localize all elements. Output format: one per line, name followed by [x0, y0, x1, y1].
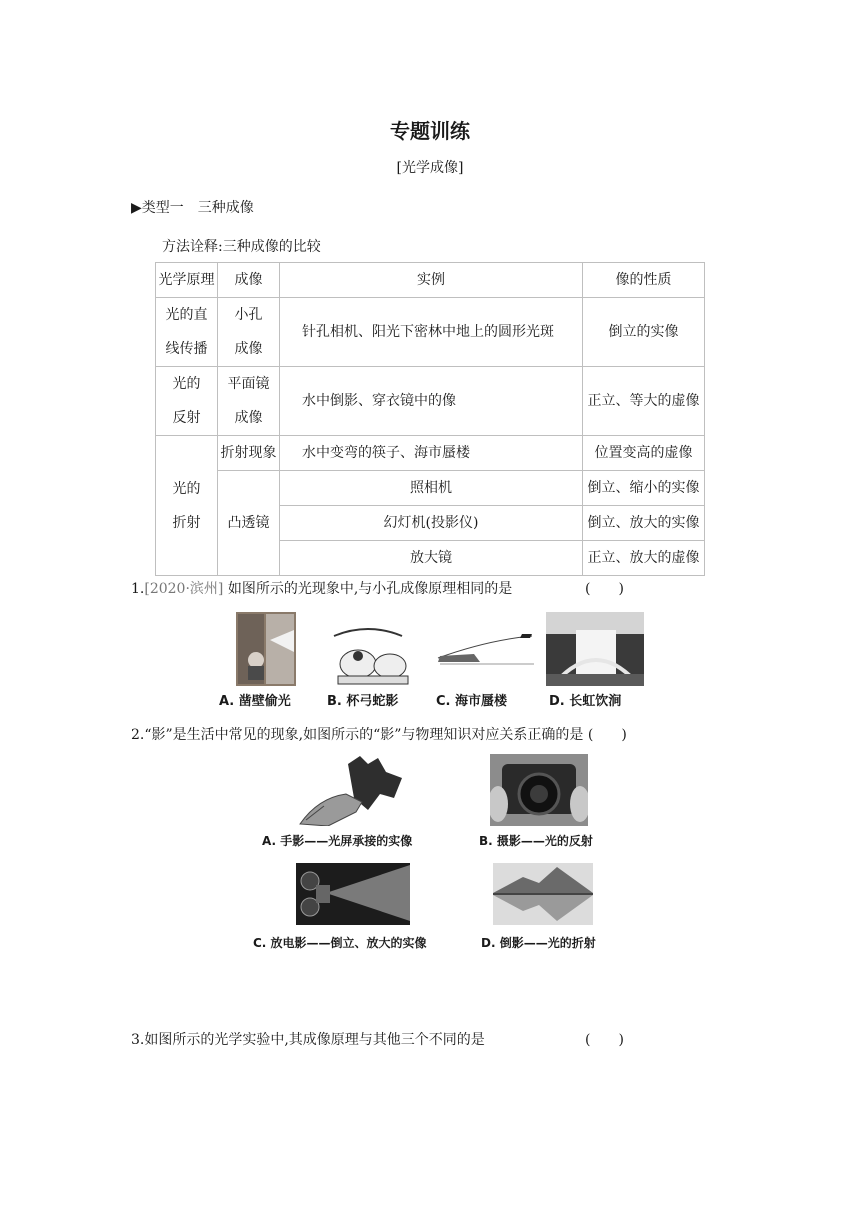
question-2 [131, 724, 627, 744]
option-b-caption: B. 杯弓蛇影 [327, 694, 399, 709]
question-text: 如图所示的光现象中,与小孔成像原理相同的是 [227, 581, 513, 597]
imaging-cell: 平面镜 成像 [218, 367, 280, 436]
example-cell: 照相机 [280, 471, 583, 506]
question-source: [2020·滨州] [144, 581, 224, 597]
option-a-caption: A. 凿壁偷光 [219, 694, 291, 709]
table-row [156, 298, 705, 367]
option-a-caption: A. 手影——光屏承接的实像 [262, 834, 413, 848]
nature-cell: 倒立的实像 [583, 298, 705, 367]
question-1 [131, 578, 512, 598]
principle-cell: 光的 反射 [156, 367, 218, 436]
comparison-table [155, 262, 705, 576]
imaging-cell: 小孔 成像 [218, 298, 280, 367]
figure-a-chiseling-wall [236, 612, 296, 686]
header-cell: 像的性质 [583, 263, 705, 298]
nature-cell: 位置变高的虚像 [583, 436, 705, 471]
page-title: 专题训练 [390, 119, 470, 143]
table-row [156, 367, 705, 436]
answer-paren: ( ) [585, 581, 624, 597]
figure-c-mirage [434, 626, 540, 682]
example-cell: 放大镜 [280, 541, 583, 576]
method-label: 方法诠释:三种成像的比较 [162, 239, 321, 255]
example-cell: 水中倒影、穿衣镜中的像 [280, 367, 583, 436]
page-subtitle: [光学成像] [396, 160, 464, 176]
option-c-caption: C. 放电影——倒立、放大的实像 [253, 936, 427, 950]
option-c-caption: C. 海市蜃楼 [436, 694, 508, 709]
option-d-caption: D. 长虹饮涧 [549, 694, 622, 709]
header-cell: 成像 [218, 263, 280, 298]
table-row [156, 471, 705, 506]
figure-c-projector [296, 863, 410, 925]
header-cell: 实例 [280, 263, 583, 298]
section-heading: ▶类型一 三种成像 [131, 200, 254, 216]
table-header-row [156, 263, 705, 298]
answer-paren: ( ) [585, 1032, 624, 1048]
example-cell: 幻灯机(投影仪) [280, 506, 583, 541]
nature-cell: 正立、放大的虚像 [583, 541, 705, 576]
option-b-caption: B. 摄影——光的反射 [479, 834, 593, 848]
figure-b-camera [490, 754, 588, 826]
imaging-cell: 折射现象 [218, 436, 280, 471]
principle-cell: 光的 折射 [156, 436, 218, 576]
example-cell: 针孔相机、阳光下密林中地上的圆形光斑 [280, 298, 583, 367]
imaging-cell: 凸透镜 [218, 471, 280, 576]
figure-b-bow-shadow [328, 626, 414, 686]
header-cell: 光学原理 [156, 263, 218, 298]
nature-cell: 正立、等大的虚像 [583, 367, 705, 436]
question-text: 2.“影”是生活中常见的现象,如图所示的“影”与物理知识对应关系正确的是 [131, 727, 584, 743]
figure-d-rainbow [546, 612, 644, 686]
answer-paren: ( ) [587, 727, 627, 743]
table-row [156, 436, 705, 471]
question-3: 3.如图所示的光学实验中,其成像原理与其他三个不同的是 [131, 1032, 485, 1048]
question-number: 1. [131, 581, 145, 597]
principle-cell: 光的直 线传播 [156, 298, 218, 367]
nature-cell: 倒立、放大的实像 [583, 506, 705, 541]
example-cell: 水中变弯的筷子、海市蜃楼 [280, 436, 583, 471]
figure-d-reflection [493, 863, 593, 925]
option-d-caption: D. 倒影——光的折射 [481, 936, 596, 950]
figure-a-hand-shadow [298, 754, 406, 826]
nature-cell: 倒立、缩小的实像 [583, 471, 705, 506]
